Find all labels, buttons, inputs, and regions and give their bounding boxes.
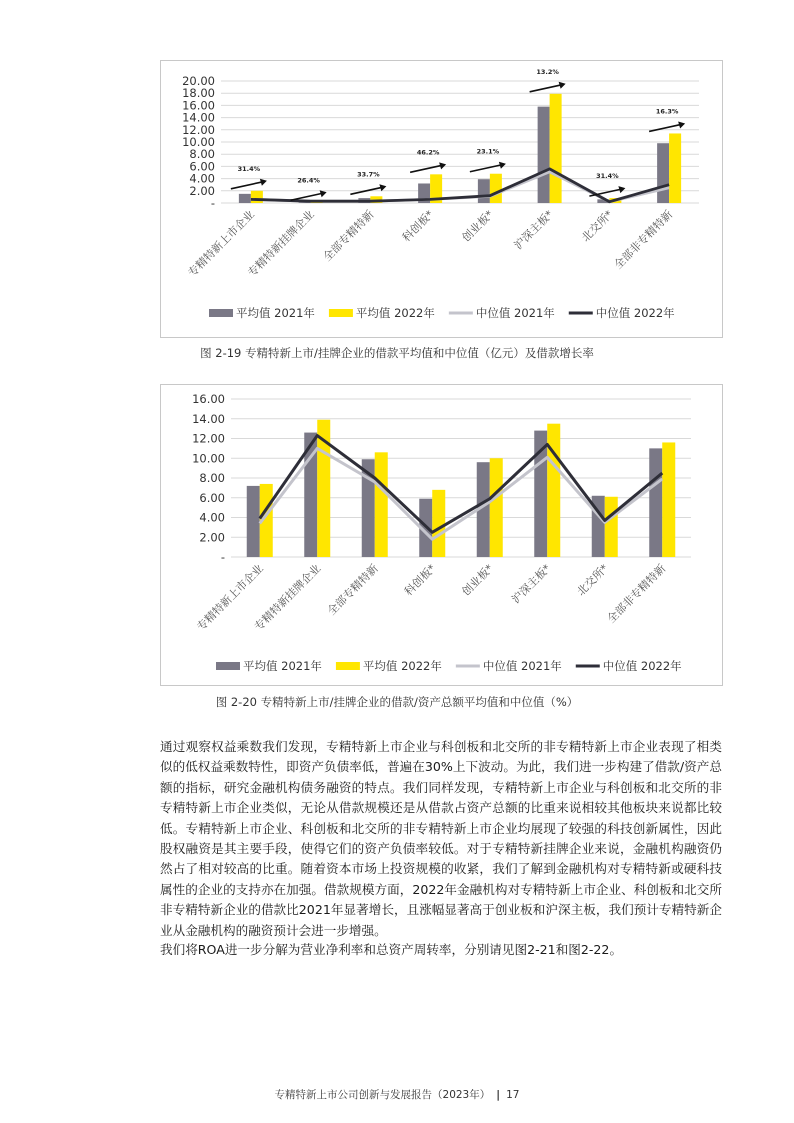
bar	[432, 490, 445, 557]
x-category-label: 北交所*	[579, 207, 616, 245]
legend-label: 中位值 2022年	[595, 306, 675, 320]
bar	[490, 458, 503, 557]
growth-arrow	[470, 165, 502, 172]
x-category-label: 沪深主板*	[511, 207, 556, 253]
y-tick-label: 14.00	[192, 411, 225, 426]
bar	[669, 133, 681, 203]
growth-arrow-head	[439, 162, 446, 169]
x-category-label: 创业板*	[459, 561, 496, 599]
growth-label: 13.2%	[536, 67, 559, 76]
x-category-label: 全部专精特新	[325, 561, 381, 618]
x-category-label: 专精特新上市企业	[185, 207, 257, 280]
growth-label: 31.4%	[237, 164, 261, 173]
chart-borrowing-amount	[160, 60, 723, 338]
growth-label: 16.3%	[655, 107, 679, 116]
x-category-label: 全部专精特新	[320, 207, 377, 264]
y-tick-label: 8.00	[189, 147, 215, 162]
growth-arrow-head	[379, 184, 386, 191]
growth-label: 46.2%	[416, 148, 440, 157]
y-tick-label: 14.00	[182, 110, 215, 125]
bar	[657, 143, 669, 203]
body-paragraph-1: 通过观察权益乘数我们发现，专精特新上市企业与科创板和北交所的非专精特新上市企业表现了相类似的低权益乘数特性，即资产负债率低，普遍在30%上下波动。为此，我们进一步构建了借款/资产总额的指标，研究金融机构债务融资的特点。我们同样发现，专精特新上市企业与科创板和北交所的非专精特新上市企业类似，无论从借款规模还是从借款占资产总额的比重来说相较其他板块来说都比较低。专精特新上市企业、科创板和北交所的非专精特新上市企业均展现了较强的科技创新属性，因此股权融资是其主要手段，使得它们的资产负债率较低。对于专精特新挂牌企业来说，金融机构融资仍然占了相对较高的比重。随着资本市场上投资规模的收紧，我们了解到金融机构对专精特新或硬科技属性的企业的支持亦在加强。借款规模方面，2022年金融机构对专精特新上市企业、科创板和北交所非专精特新企业的借款比2021年显著增长，且涨幅显著高于创业板和沪深主板，我们预计专精特新企业从金融机构的融资预计会进一步增强。	[160, 739, 722, 938]
y-tick-label: 16.00	[182, 98, 215, 113]
page-footer	[0, 1087, 794, 1102]
page-number: 17	[506, 1089, 520, 1101]
x-category-label: 创业板*	[459, 207, 496, 245]
x-category-label: 专精特新上市企业	[194, 561, 266, 634]
legend-swatch	[216, 662, 240, 670]
legend-label: 中位值 2021年	[475, 306, 555, 320]
chart-2-svg	[161, 385, 722, 685]
legend-label: 平均值 2022年	[355, 306, 435, 320]
y-tick-label: 10.00	[182, 135, 215, 149]
y-tick-label: 6.00	[189, 159, 215, 174]
y-tick-label: 18.00	[182, 86, 215, 101]
legend-label: 平均值 2021年	[236, 306, 315, 320]
growth-arrow	[291, 193, 323, 200]
growth-label: 33.7%	[357, 170, 380, 179]
bar	[538, 107, 550, 203]
bar	[547, 424, 560, 557]
x-category-label: 专精特新挂牌企业	[251, 561, 324, 634]
growth-label: 26.4%	[297, 176, 320, 185]
growth-label: 31.4%	[596, 172, 619, 181]
growth-arrow	[649, 124, 681, 131]
growth-arrow	[231, 182, 263, 189]
y-tick-label: 4.00	[199, 510, 225, 525]
legend-label: 平均值 2022年	[362, 659, 442, 673]
figure-caption-2-19: 图 2-19 专精特新上市/挂牌企业的借款平均值和中位值（亿元）及借款增长率	[200, 346, 594, 360]
x-category-label: 全部非专精特新	[604, 561, 669, 626]
x-category-label: 北交所*	[574, 561, 611, 599]
growth-arrow-head	[559, 82, 566, 89]
bar	[375, 452, 388, 557]
bar	[239, 194, 251, 203]
growth-arrow-head	[499, 162, 506, 169]
bar	[478, 179, 490, 203]
y-tick-label: 4.00	[189, 171, 215, 186]
footer-report-title: 专精特新上市公司创新与发展报告（2023年）	[274, 1089, 491, 1101]
legend-label: 中位值 2021年	[482, 659, 562, 673]
y-tick-label: 12.00	[192, 431, 225, 446]
bar	[550, 94, 562, 203]
legend-swatch	[329, 309, 353, 317]
y-tick-label: 10.00	[192, 451, 225, 466]
y-tick-label: 12.00	[182, 122, 215, 137]
legend-swatch	[336, 662, 360, 670]
bar	[247, 486, 260, 557]
bar	[605, 497, 618, 557]
x-category-label: 专精特新挂牌企业	[245, 207, 317, 280]
x-category-label: 沪深主板*	[509, 561, 554, 607]
growth-arrow-head	[618, 186, 625, 193]
bar	[251, 191, 263, 203]
y-tick-label: 16.00	[192, 392, 225, 406]
y-tick-label: 2.00	[189, 183, 215, 198]
growth-arrow-head	[320, 190, 327, 197]
bar	[490, 174, 502, 203]
y-tick-label: 6.00	[199, 490, 225, 505]
growth-arrow	[530, 85, 562, 92]
y-tick-label: 8.00	[199, 471, 225, 485]
body-paragraph-2: 我们将ROA进一步分解为营业净利率和总资产周转率，分别请见图2-21和图2-22。	[160, 942, 623, 957]
growth-label: 23.1%	[476, 147, 500, 156]
legend-label: 中位值 2022年	[602, 659, 682, 673]
growth-arrow-head	[260, 179, 267, 186]
chart-1-svg	[161, 61, 722, 337]
x-category-label: 全部非专精特新	[611, 207, 676, 272]
x-category-label: 科创板*	[399, 207, 437, 245]
y-tick-label: -	[220, 550, 225, 564]
legend-swatch	[209, 309, 233, 317]
legend-label: 平均值 2021年	[243, 659, 322, 673]
bar	[649, 448, 662, 557]
chart-borrowing-to-assets	[160, 384, 723, 686]
bar	[662, 442, 675, 557]
x-category-label: 科创板*	[401, 561, 439, 599]
footer-separator: |	[496, 1089, 501, 1101]
y-tick-label: 2.00	[199, 530, 225, 545]
figure-caption-2-20: 图 2-20 专精特新上市/挂牌企业的借款/资产总额平均值和中位值（%）	[215, 695, 579, 709]
y-tick-label: -	[210, 196, 215, 210]
y-tick-label: 20.00	[182, 74, 215, 88]
growth-arrow-head	[678, 121, 685, 128]
